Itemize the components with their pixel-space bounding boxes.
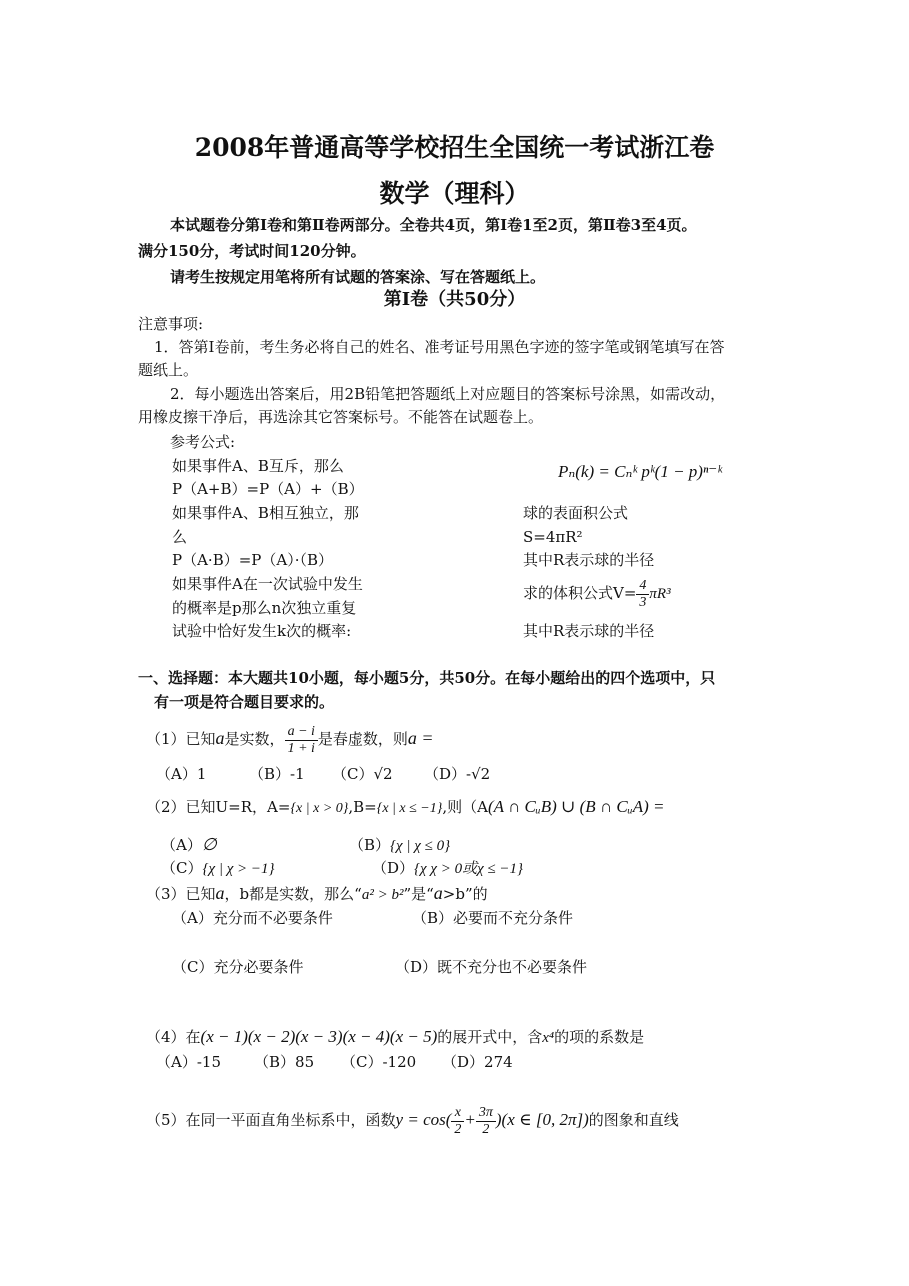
sphere-area-label: 球的表面积公式 <box>523 504 629 522</box>
q4-option-a: （A）-15 <box>156 1053 221 1071</box>
note-1-line-2: 题纸上。 <box>138 361 199 379</box>
question-5: （5）在同一平面直角坐标系中，函数y = cos( $\frac{x}{2}$ + $\frac{3\pi}{2}$ )(x ∈ [0, 2π])的图象和直线 <box>146 1104 679 1137</box>
intro-line-3: 请考生按规定用笔将所有试题的答案涂、写在答题纸上。 <box>170 268 546 286</box>
radius-note-2: 其中R表示球的半径 <box>523 622 655 640</box>
q4-option-d: （D）274 <box>442 1053 513 1071</box>
formula-left-0: 如果事件A、B互斥，那么 <box>172 457 344 475</box>
q2-option-a: （A）∅ <box>161 835 217 854</box>
volume-formula <box>523 574 671 613</box>
section1-line-1: 一、选择题：本大题共10小题，每小题5分，共50分。在每小题给出的四个选项中，只 <box>138 669 716 687</box>
intro-line-2: 满分150分，考试时间120分钟。 <box>138 242 366 260</box>
question-4: （4）在(x − 1)(x − 2)(x − 3)(x − 4)(x − 5)的展开式中，含x⁴的项的系数是 <box>146 1027 645 1046</box>
q1-option-d: （D）-√2 <box>424 765 491 783</box>
q3-option-d: （D）既不充分也不必要条件 <box>395 958 588 976</box>
q5-fraction-2: $\frac{3\pi}{2}$ <box>476 1105 496 1138</box>
binomial-formula: Pₙ(k) = Cₙᵏ pᵏ(1 − p)ⁿ⁻ᵏ <box>558 462 723 481</box>
formula-left-6: 的概率是p那么n次独立重复 <box>172 599 357 617</box>
page-subtitle: 数学（理科） <box>379 179 530 208</box>
note-1-line-1: 1．答第Ⅰ卷前，考生务必将自己的姓名、准考证号用黑色字迹的签字笔或钢笔填写在答 <box>154 338 725 356</box>
q5-fraction-1: $\frac{x}{2}$ <box>451 1105 464 1138</box>
question-1: （1）已知a是实数， $\frac{a - i}{1 + i}$ 是春虚数，则a = <box>146 723 434 756</box>
question-3: （3）已知a，b都是实数，那么“a² > b²”是“a>b”的 <box>146 883 488 903</box>
q1-option-b: （B）-1 <box>249 765 305 783</box>
part1-title: 第Ⅰ卷（共50分） <box>383 289 526 310</box>
section1-line-2: 有一项是符合题目要求的。 <box>154 693 335 711</box>
q1-fraction: $\frac{a - i}{1 + i}$ <box>285 724 318 757</box>
q2-option-b: （B）{χ | χ ≤ 0} <box>349 836 451 854</box>
volume-fraction: $\frac{4}{3}$ <box>636 578 649 611</box>
q3-option-c: （C）充分必要条件 <box>172 958 304 976</box>
radius-note-1: 其中R表示球的半径 <box>523 551 655 569</box>
q4-option-b: （B）85 <box>254 1053 315 1071</box>
question-2: （2）已知U=R，A={x | x > 0},B={x | x ≤ −1},则（A(A ∩ CᵤB) ∪ (B ∩ CᵤA) = <box>146 797 665 816</box>
formula-left-1: P（A+B）=P（A）+（B） <box>172 480 364 498</box>
formula-left-3: 么 <box>172 528 188 546</box>
sphere-area-formula: S=4πR² <box>523 528 583 546</box>
q1-option-a: （A）1 <box>156 765 207 783</box>
note-2-line-1: 2．每小题选出答案后，用2B铅笔把答题纸上对应题目的答案标号涂黑，如需改动， <box>170 385 726 403</box>
q4-option-c: （C）-120 <box>341 1053 417 1071</box>
volume-tail: πR³ <box>649 586 671 602</box>
formulas-heading: 参考公式: <box>170 433 236 451</box>
q3-option-b: （B）必要而不充分条件 <box>412 909 574 927</box>
volume-label: 求的体积公式V= <box>523 584 637 602</box>
formula-left-7: 试验中恰好发生k次的概率: <box>172 622 352 640</box>
formula-left-2: 如果事件A、B相互独立，那 <box>172 504 359 522</box>
q1-option-c: （C）√2 <box>332 765 393 783</box>
q2-option-d: （D）{χ χ > 0或χ ≤ −1} <box>372 859 524 877</box>
page-title: 2008年普通高等学校招生全国统一考试浙江卷 <box>194 133 715 162</box>
notes-heading: 注意事项: <box>138 315 204 333</box>
q3-option-a: （A）充分而不必要条件 <box>172 909 333 927</box>
formula-left-4: P（A·B）=P（A）·（B） <box>172 551 334 569</box>
intro-line-1: 本试题卷分第Ⅰ卷和第Ⅱ卷两部分。全卷共4页，第Ⅰ卷1至2页，第Ⅱ卷3至4页。 <box>170 216 697 234</box>
note-2-line-2: 用橡皮擦干净后，再选涂其它答案标号。不能答在试题卷上。 <box>138 408 544 426</box>
q2-option-c: （C）{χ | χ > −1} <box>161 859 275 877</box>
formula-left-5: 如果事件A在一次试验中发生 <box>172 575 363 593</box>
